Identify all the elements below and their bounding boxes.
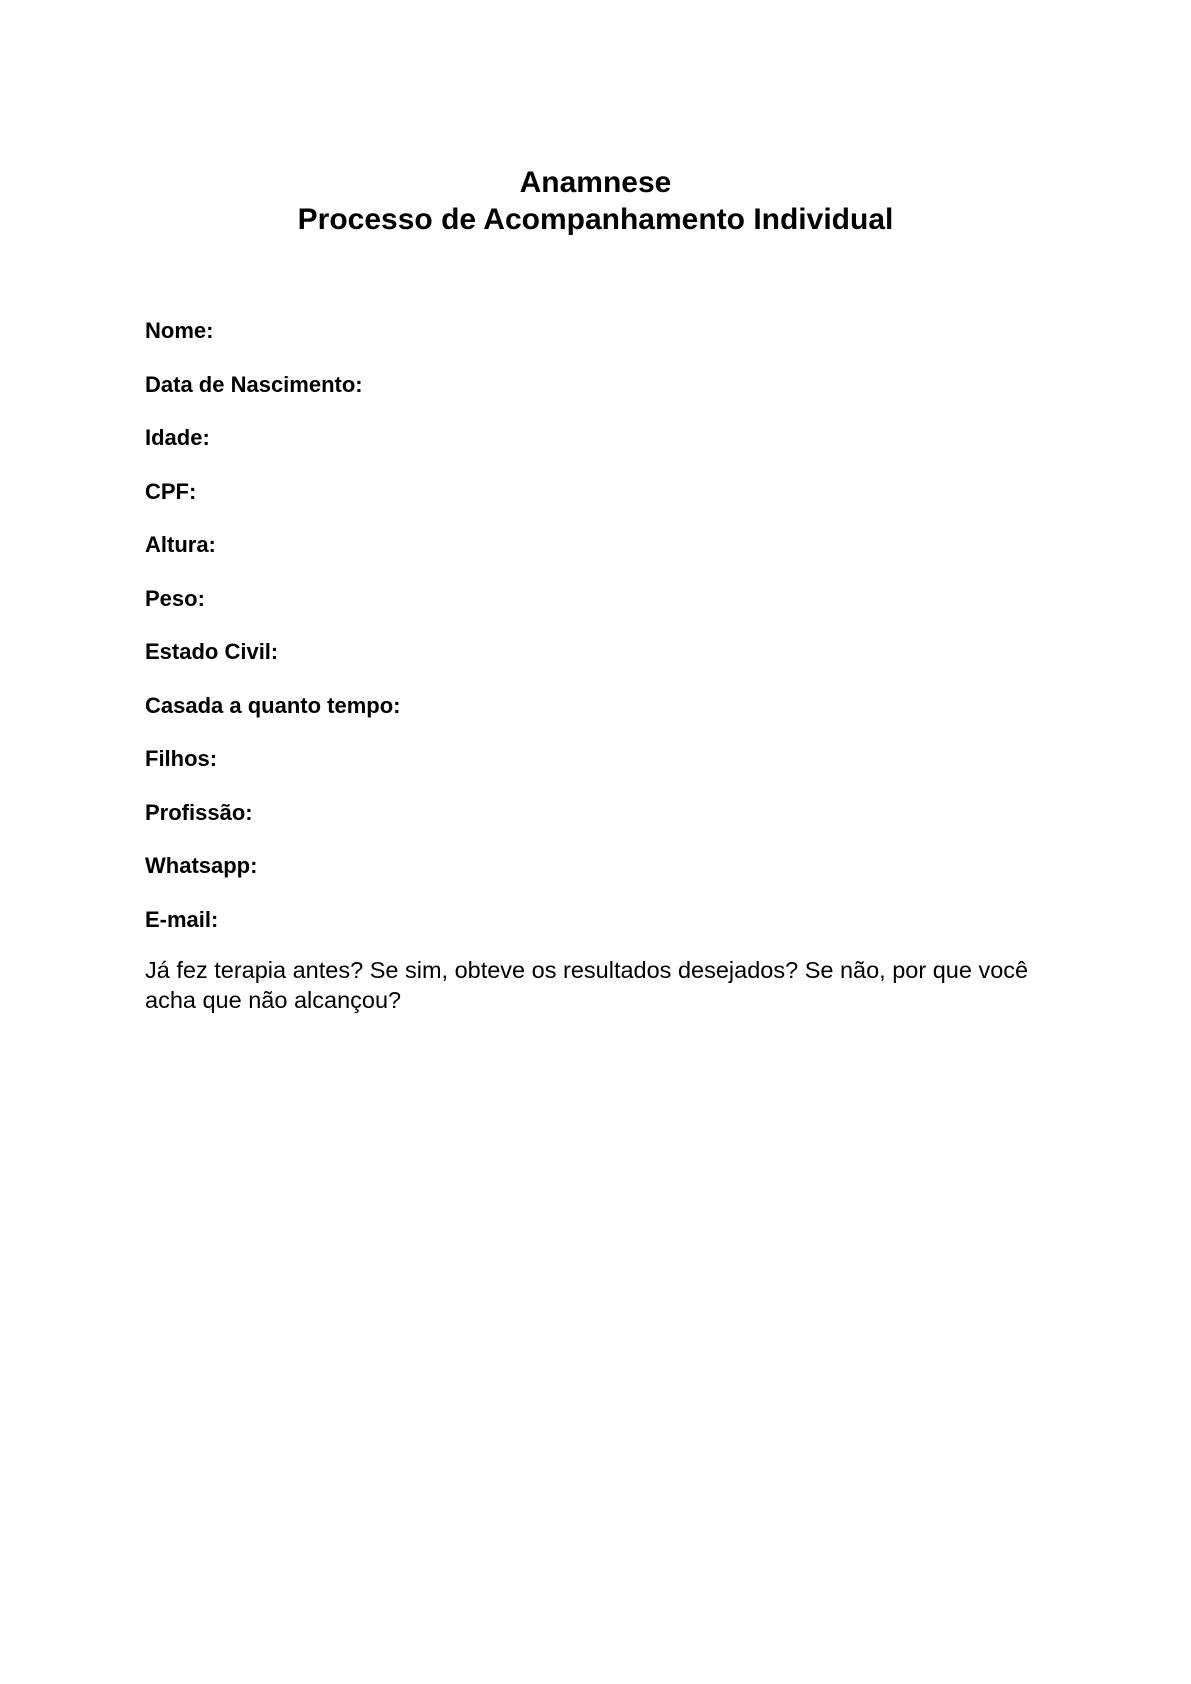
field-label-profissao: Profissão:	[145, 799, 253, 825]
field-label-filhos: Filhos:	[145, 746, 218, 771]
field-label-estado-civil: Estado Civil:	[145, 639, 279, 664]
field-label-data-de-nascimento: Data de Nascimento:	[145, 371, 363, 397]
title-line-2: Processo de Acompanhamento Individual	[297, 203, 894, 236]
therapy-question: Já fez terapia antes? Se sim, obteve os resultados desejados? Se não, por que você acha que não alcançou?	[145, 957, 1029, 1013]
field-label-peso: Peso:	[145, 585, 205, 611]
field-label-whatsapp: Whatsapp:	[145, 853, 258, 878]
title-line-1: Anamnese	[519, 166, 672, 199]
form-fields	[145, 316, 1055, 958]
field-label-altura: Altura:	[145, 532, 216, 557]
field-label-idade: Idade:	[145, 425, 210, 450]
field-label-nome: Nome:	[145, 318, 214, 343]
document-title	[0, 164, 1191, 238]
field-label-cpf: CPF:	[145, 478, 197, 504]
field-label-email: E-mail:	[145, 906, 219, 932]
field-label-casada-tempo: Casada a quanto tempo:	[145, 692, 401, 718]
